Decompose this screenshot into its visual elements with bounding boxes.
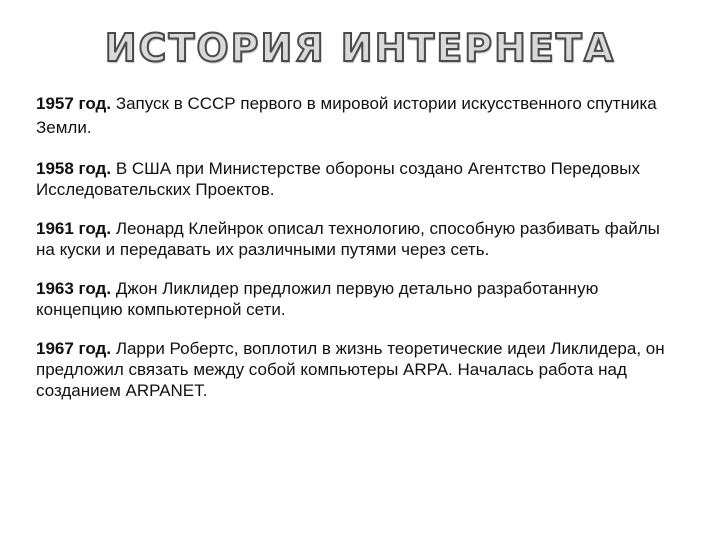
timeline-entry-1967 (36, 338, 676, 401)
entry-year: 1958 год. (36, 159, 112, 178)
entry-text: В США при Министерстве обороны создано Агентство Передовых Исследовательских Проектов. (36, 159, 640, 199)
entry-text: Ларри Робертс, воплотил в жизнь теоретические идеи Ликлидера, он предложил связать между собой компьютеры ARPA. Началась работа над созданием ARPANET. (36, 339, 665, 400)
entry-text: Леонард Клейнрок описал технологию, способную разбивать файлы на куски и передавать их различными путями через сеть. (36, 219, 660, 259)
slide-title: ИСТОРИЯ ИНТЕРНЕТА (104, 26, 616, 70)
timeline-entry-1963 (36, 278, 676, 320)
entry-year: 1961 год. (36, 219, 112, 238)
entry-text: Запуск в СССР первого в мировой истории искусственного спутника Земли. (36, 94, 657, 137)
timeline-entry-1961 (36, 218, 676, 260)
timeline-list (36, 92, 676, 419)
timeline-entry-1958 (36, 158, 676, 200)
entry-year: 1957 год. (36, 94, 112, 113)
timeline-entry-1957 (36, 92, 676, 140)
entry-year: 1963 год. (36, 279, 112, 298)
entry-text: Джон Ликлидер предложил первую детально разработанную концепцию компьютерной сети. (36, 279, 599, 319)
entry-year: 1967 год. (36, 339, 112, 358)
